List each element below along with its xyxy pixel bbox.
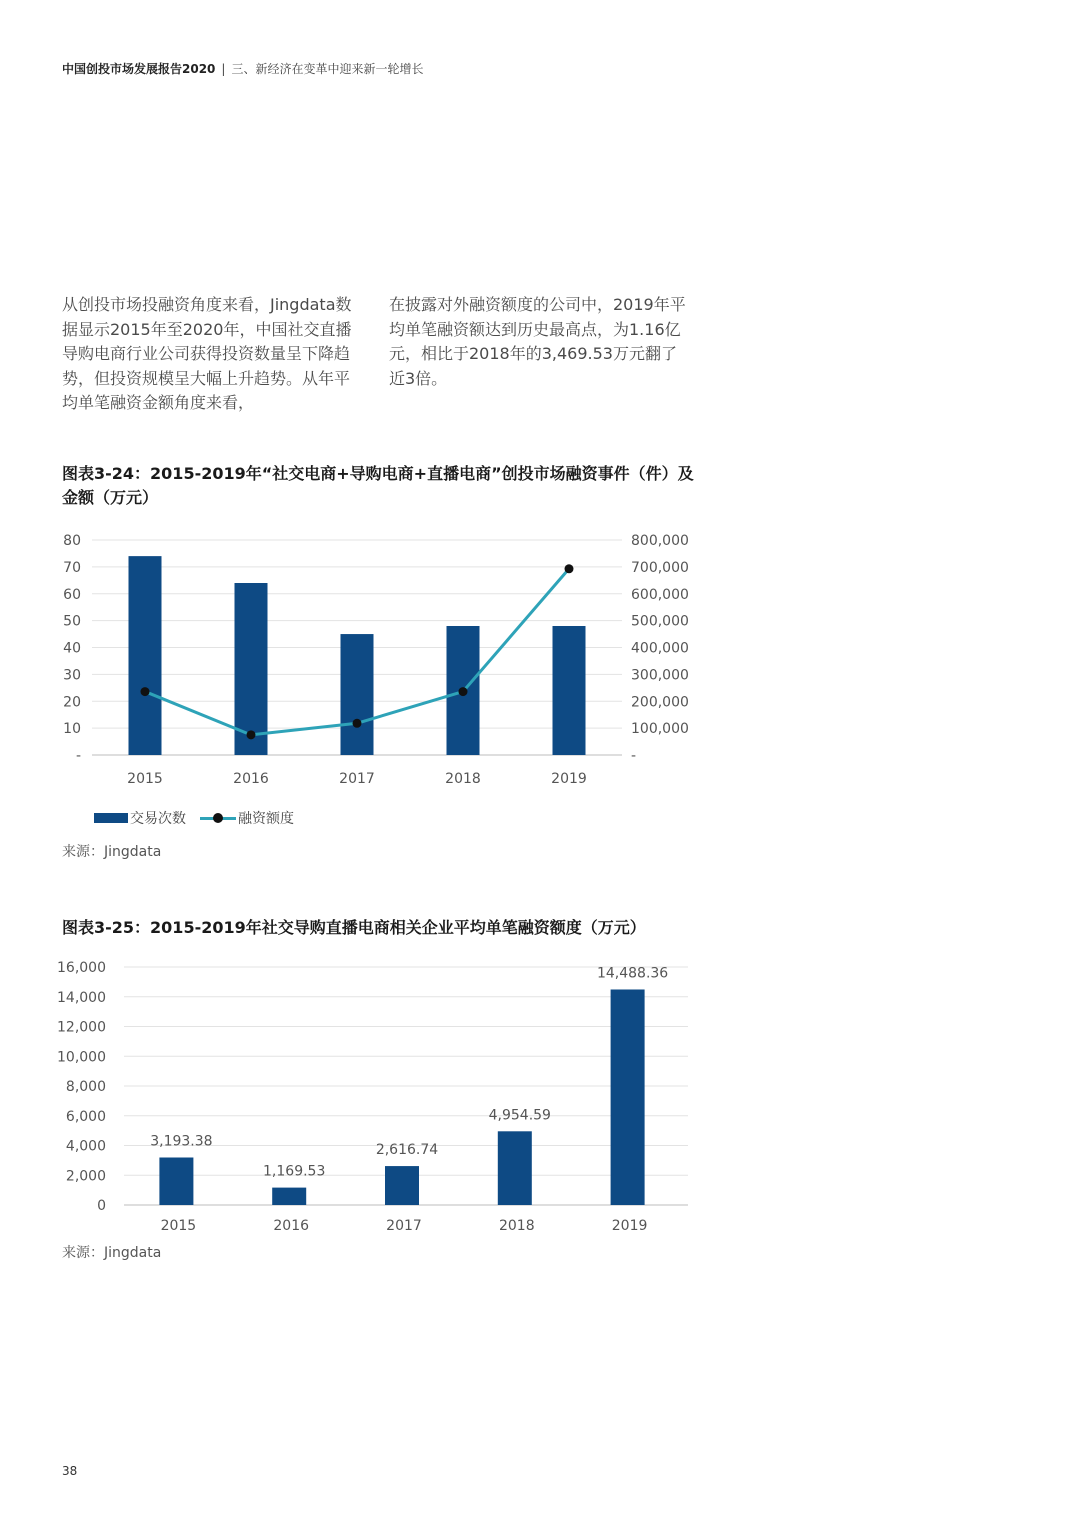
left-axis-tick-label: 70 xyxy=(63,559,81,576)
legend-bar-label: 交易次数 xyxy=(130,811,186,827)
left-axis-tick-label: 50 xyxy=(63,613,81,630)
bar-value-label: 3,193.38 xyxy=(150,1133,213,1150)
right-axis-tick-label: 700,000 xyxy=(631,559,689,576)
bar-avg-financing xyxy=(611,989,645,1205)
y-axis-tick-label: 0 xyxy=(97,1198,106,1214)
bar-value-label: 4,954.59 xyxy=(488,1107,551,1124)
y-axis-tick-label: 8,000 xyxy=(65,1079,106,1095)
y-axis-tick-label: 16,000 xyxy=(57,960,106,976)
right-axis-tick-label: 600,000 xyxy=(631,586,689,603)
right-axis-tick-label: - xyxy=(631,748,637,764)
body-paragraph-right: 在披露对外融资额度的公司中，2019年平均单笔融资额达到历史最高点，为1.16亿元，相比于2018年的3,469.53万元翻了近3倍。 xyxy=(389,295,686,388)
page-number: 38 xyxy=(62,1464,78,1478)
body-paragraph-left: 从创投市场投融资角度来看，Jingdata数据显示2015年至2020年，中国社交直播导购电商行业公司获得投资数量呈下降趋势，但投资规模呈大幅上升趋势。从年平均单笔融资金额角度来看， xyxy=(62,295,352,412)
bar-avg-financing xyxy=(159,1157,193,1205)
right-axis-tick-label: 800,000 xyxy=(631,533,689,549)
x-axis-tick-label: 2017 xyxy=(386,1218,422,1234)
left-axis-tick-label: 60 xyxy=(63,586,81,603)
y-axis-tick-label: 2,000 xyxy=(65,1168,106,1185)
legend-line-label: 融资额度 xyxy=(238,811,294,827)
bar-avg-financing xyxy=(385,1166,419,1205)
figure2-title: 图表3-25：2015-2019年社交导购直播电商相关企业平均单笔融资额度（万元） xyxy=(62,918,646,937)
right-axis-tick-label: 400,000 xyxy=(631,640,689,657)
x-axis-tick-label: 2019 xyxy=(611,1218,648,1234)
report-title: 中国创投市场发展报告2020 xyxy=(62,62,216,76)
header-separator: | xyxy=(221,62,226,76)
section-title: 三、新经济在变革中迎来新一轮增长 xyxy=(231,62,424,76)
x-axis-tick-label: 2016 xyxy=(233,771,269,787)
x-axis-tick-label: 2015 xyxy=(127,771,163,787)
x-axis-tick-label: 2018 xyxy=(445,771,481,787)
bar-value-label: 14,488.36 xyxy=(596,965,669,982)
left-axis-tick-label: - xyxy=(75,748,81,764)
bar-value-label: 1,169.53 xyxy=(263,1163,326,1180)
figure2-source: 来源：Jingdata xyxy=(62,1245,162,1261)
figure1-title: 图表3-24：2015-2019年“社交电商+导购电商+直播电商”创投市场融资事件（件）及金额（万元） xyxy=(62,464,694,507)
right-axis-tick-label: 100,000 xyxy=(631,721,689,738)
x-axis-tick-label: 2019 xyxy=(551,771,587,787)
y-axis-tick-label: 12,000 xyxy=(57,1019,106,1036)
y-axis-tick-label: 10,000 xyxy=(57,1049,106,1066)
y-axis-tick-label: 6,000 xyxy=(65,1108,106,1125)
right-axis-tick-label: 200,000 xyxy=(631,694,689,711)
x-axis-tick-label: 2017 xyxy=(339,771,375,787)
y-axis-tick-label: 4,000 xyxy=(65,1138,106,1155)
x-axis-tick-label: 2016 xyxy=(273,1218,310,1234)
right-axis-tick-label: 300,000 xyxy=(631,667,689,684)
x-axis-tick-label: 2015 xyxy=(160,1218,197,1234)
left-axis-tick-label: 40 xyxy=(63,640,81,657)
bar-avg-financing xyxy=(272,1188,306,1205)
bar-avg-financing xyxy=(498,1131,532,1205)
y-axis-tick-label: 14,000 xyxy=(57,989,106,1006)
left-axis-tick-label: 80 xyxy=(63,533,81,549)
right-axis-tick-label: 500,000 xyxy=(631,613,689,630)
left-axis-tick-label: 30 xyxy=(63,667,81,684)
left-axis-tick-label: 10 xyxy=(63,721,81,738)
bar-value-label: 2,616.74 xyxy=(375,1142,439,1159)
figure1-source: 来源：Jingdata xyxy=(62,844,162,860)
left-axis-tick-label: 20 xyxy=(63,694,81,711)
x-axis-tick-label: 2018 xyxy=(498,1218,535,1234)
